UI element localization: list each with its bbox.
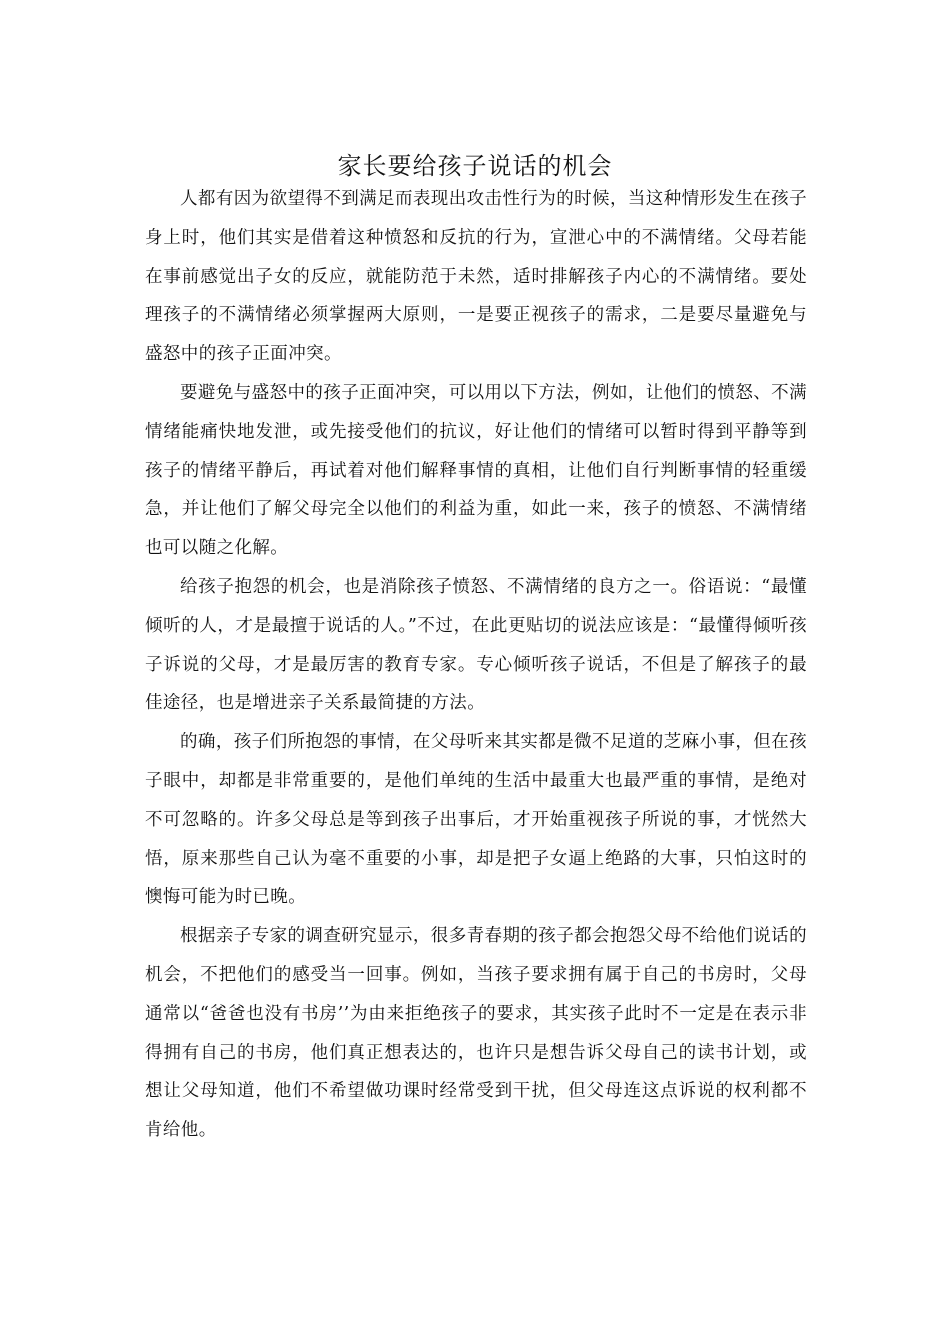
paragraph-2: 要避免与盛怒中的孩子正面冲突，可以用以下方法，例如，让他们的愤怒、不满情绪能痛快地发泄，或先接受他们的抗议，好让他们的情绪可以暂时得到平静等到孩子的情绪平静后，再试着对他们解释事情的真相，让他们自行判断事情的轻重缓急，并让他们了解父母完全以他们的利益为重，如此一来，孩子的愤怒、不满情绪也可以随之化解。 (145, 382, 807, 559)
paragraph-5: 根据亲子专家的调查研究显示，很多青春期的孩子都会抱怨父母不给他们说话的机会，不把他们的感受当一回事。例如，当孩子要求拥有属于自己的书房时，父母通常以“爸爸也没有书房’’为由来拒绝孩子的要求，其实孩子此时不一定是在表示非得拥有自己的书房，他们真正想表达的，也许只是想告诉父母自己的读书计划，或想让父母知道，他们不希望做功课时经常受到干扰，但父母连这点诉说的权利都不肯给他。 (145, 926, 807, 1141)
paragraph-4: 的确，孩子们所抱怨的事情，在父母听来其实都是微不足道的芝麻小事，但在孩子眼中，却都是非常重要的，是他们单纯的生活中最重大也最严重的事情，是绝对不可忽略的。许多父母总是等到孩子出事后，才开始重视孩子所说的事，才恍然大悟，原来那些自己认为毫不重要的小事，却是把子女逼上绝路的大事，只怕这时的懊悔可能为时已晚。 (145, 732, 807, 908)
paragraph-3: 给孩子抱怨的机会，也是消除孩子愤怒、不满情绪的良方之一。俗语说：“最懂倾听的人，才是最擅于说话的人。”不过，在此更贴切的说法应该是：“最懂得倾听孩子诉说的父母，才是最厉害的教育专家。专心倾听孩子说话，不但是了解孩子的最佳途径，也是增进亲子关系最简捷的方法。 (145, 576, 807, 714)
paragraph-1: 人都有因为欲望得不到满足而表现出攻击性行为的时候，当这种情形发生在孩子身上时，他们其实是借着这种愤怒和反抗的行为，宣泄心中的不满情绪。父母若能在事前感觉出子女的反应，就能防范于未然，适时排解孩子内心的不满情绪。要处理孩子的不满情绪必须掌握两大原则，一是要正视孩子的需求，二是要尽量避免与盛怒中的孩子正面冲突。 (145, 189, 807, 365)
document-body (145, 180, 807, 1150)
document-title: 家长要给孩子说话的机会 (337, 152, 613, 181)
